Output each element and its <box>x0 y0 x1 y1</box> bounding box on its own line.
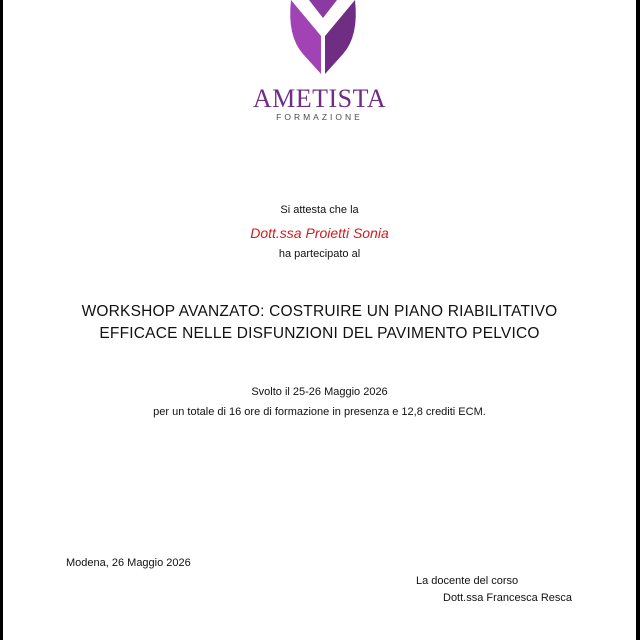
brand-name: AMETISTA <box>252 84 387 113</box>
certificate-page <box>3 0 636 640</box>
course-hours: per un totale di 16 ore di formazione in presenza e 12,8 crediti ECM. <box>153 406 486 418</box>
teacher-name: Dott.ssa Francesca Resca <box>443 592 572 604</box>
brand-subtitle: FORMAZIONE <box>276 112 363 122</box>
teacher-label: La docente del corso <box>416 575 519 587</box>
course-dates: Svolto il 25-26 Maggio 2026 <box>251 386 388 398</box>
course-title-line-1: WORKSHOP AVANZATO: COSTRUIRE UN PIANO RIABILITATIVO <box>81 303 558 320</box>
amethyst-heart-logo-icon <box>281 0 365 76</box>
recipient-name: Dott.ssa Proietti Sonia <box>250 225 389 241</box>
course-title-line-2: EFFICACE NELLE DISFUNZIONI DEL PAVIMENTO PELVICO <box>99 325 540 342</box>
participation-text: ha partecipato al <box>278 248 361 260</box>
place-and-date: Modena, 26 Maggio 2026 <box>66 557 191 569</box>
intro-text: Si attesta che la <box>280 204 359 216</box>
